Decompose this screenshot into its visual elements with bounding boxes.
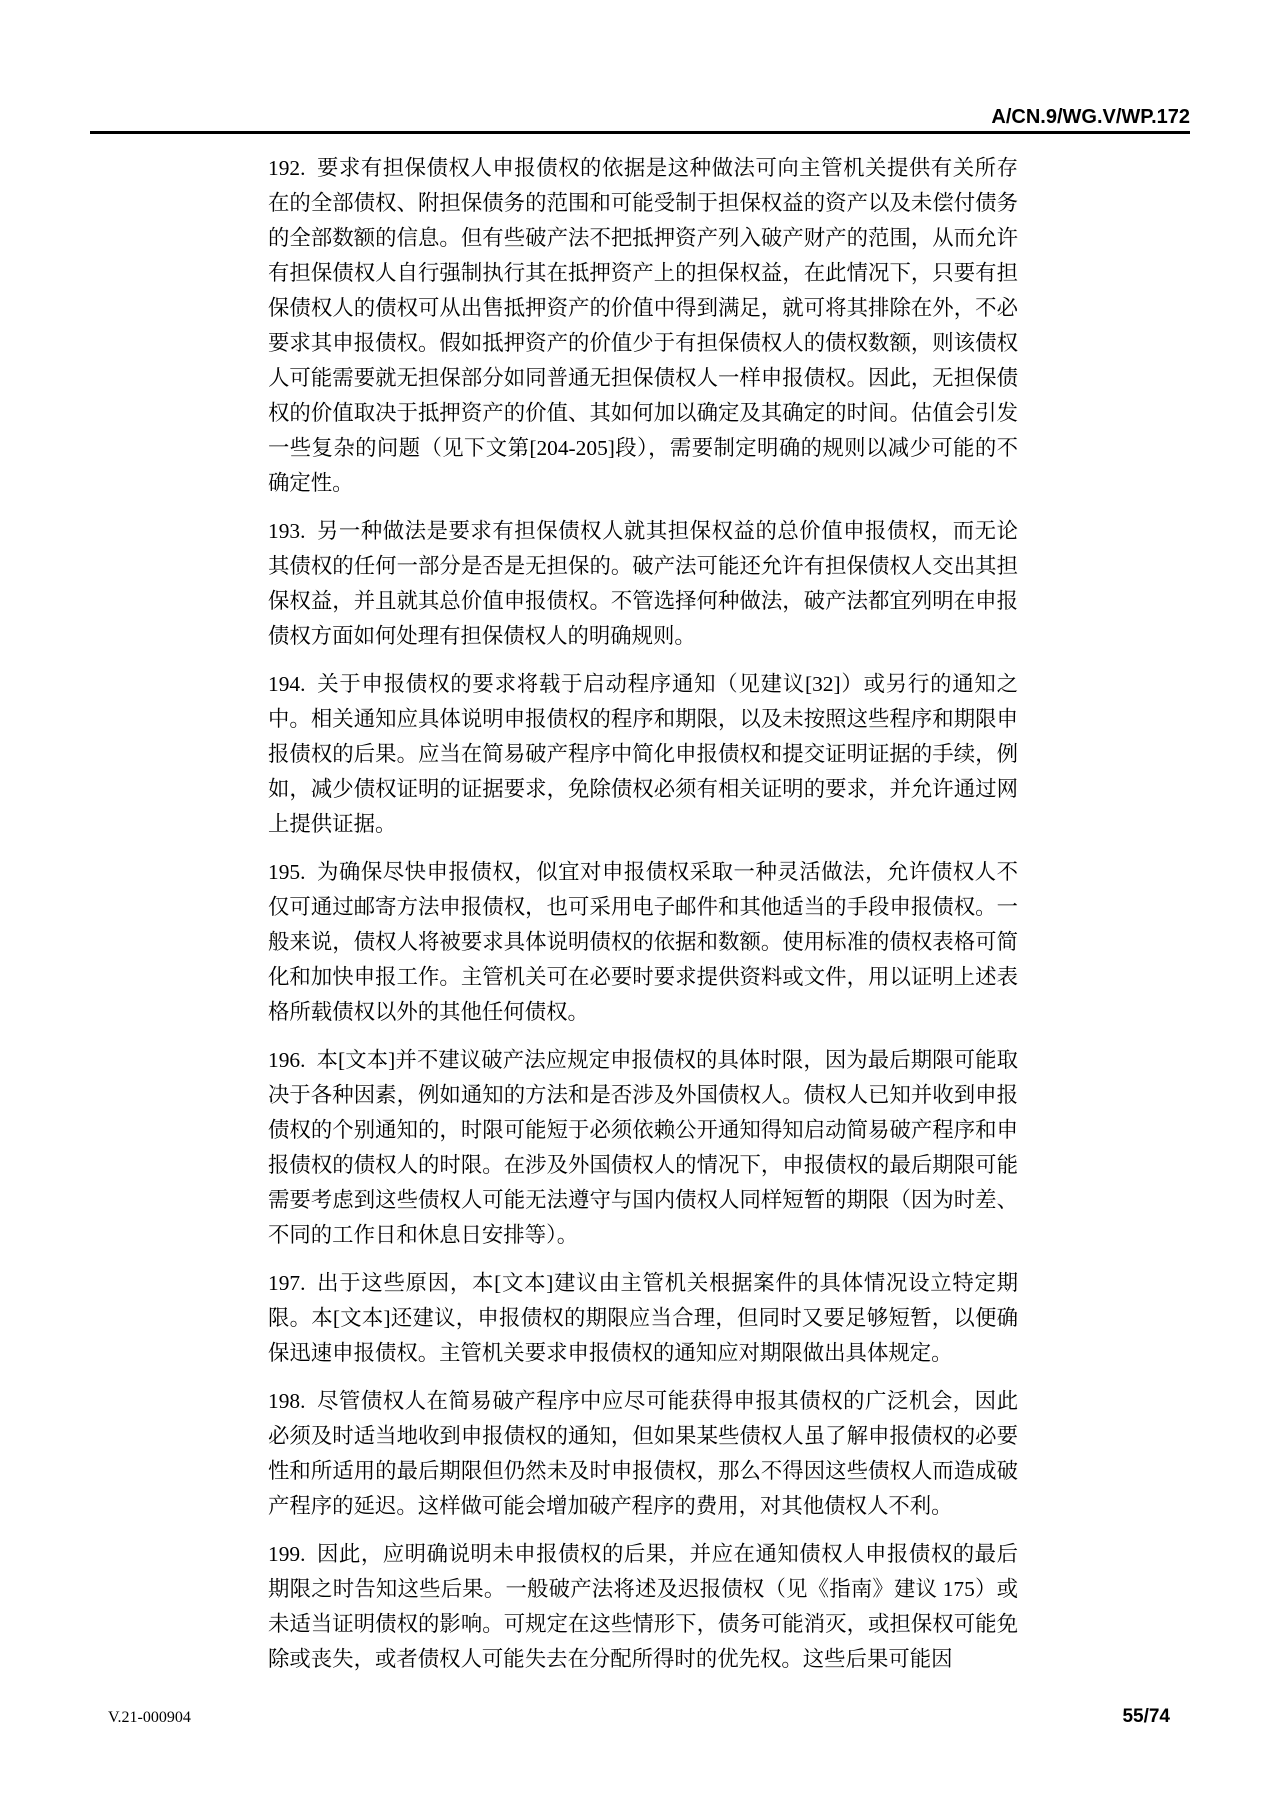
paragraph-text: 关于申报债权的要求将载于启动程序通知（见建议[32]）或另行的通知之中。相关通知应具体说明申报债权的程序和期限，以及未按照这些程序和期限申报债权的后果。应当在简易破产程序中简化申报债权和提交证明证据的手续，例如，减少债权证明的证据要求，免除债权必须有相关证明的要求，并允许通过网上提供证据。 <box>268 672 1018 836</box>
paragraph-number: 199. <box>268 1542 306 1566</box>
paragraph-number: 198. <box>268 1389 306 1413</box>
paragraph-number: 193. <box>268 519 306 543</box>
paragraph-text: 为确保尽快申报债权，似宜对申报债权采取一种灵活做法，允许债权人不仅可通过邮寄方法申报债权，也可采用电子邮件和其他适当的手段申报债权。一般来说，债权人将被要求具体说明债权的依据和数额。使用标准的债权表格可简化和加快申报工作。主管机关可在必要时要求提供资料或文件，用以证明上述表格所载债权以外的其他任何债权。 <box>268 860 1018 1024</box>
paragraph-text: 本[文本]并不建议破产法应规定申报债权的具体时限，因为最后期限可能取决于各种因素，例如通知的方法和是否涉及外国债权人。债权人已知并收到申报债权的个别通知的，时限可能短于必须依赖公开通知得知启动简易破产程序和申报债权的债权人的时限。在涉及外国债权人的情况下，申报债权的最后期限可能需要考虑到这些债权人可能无法遵守与国内债权人同样短暂的期限（因为时差、不同的工作日和休息日安排等）。 <box>268 1048 1018 1247</box>
paragraph-198 <box>268 1384 1018 1524</box>
paragraph-text: 要求有担保债权人申报债权的依据是这种做法可向主管机关提供有关所存在的全部债权、附担保债务的范围和可能受制于担保权益的资产以及未偿付债务的全部数额的信息。但有些破产法不把抵押资产列入破产财产的范围，从而允许有担保债权人自行强制执行其在抵押资产上的担保权益，在此情况下，只要有担保债权人的债权可从出售抵押资产的价值中得到满足，就可将其排除在外，不必要求其申报债权。假如抵押资产的价值少于有担保债权人的债权数额，则该债权人可能需要就无担保部分如同普通无担保债权人一样申报债权。因此，无担保债权的价值取决于抵押资产的价值、其如何加以确定及其确定的时间。估值会引发一些复杂的问题（见下文第[204-205]段），需要制定明确的规则以减少可能的不确定性。 <box>268 156 1018 495</box>
paragraph-text: 因此，应明确说明未申报债权的后果，并应在通知债权人申报债权的最后期限之时告知这些后果。一般破产法将述及迟报债权（见《指南》建议 175）或未适当证明债权的影响。可规定在这些情形下，债务可能消灭，或担保权可能免除或丧失，或者债权人可能失去在分配所得时的优先权。这些后果可能因 <box>268 1542 1018 1671</box>
paragraph-196 <box>268 1043 1018 1253</box>
header-rule <box>90 131 1190 134</box>
document-body <box>268 151 1018 1690</box>
paragraph-text: 出于这些原因，本[文本]建议由主管机关根据案件的具体情况设立特定期限。本[文本]还建议，申报债权的期限应当合理，但同时又要足够短暂，以便确保迅速申报债权。主管机关要求申报债权的通知应对期限做出具体规定。 <box>268 1271 1018 1365</box>
footer-doc-id: V.21-000904 <box>108 1709 191 1726</box>
paragraph-number: 192. <box>268 156 306 180</box>
footer-page-number: 55/74 <box>1122 1706 1170 1727</box>
paragraph-199 <box>268 1537 1018 1677</box>
paragraph-text: 尽管债权人在简易破产程序中应尽可能获得申报其债权的广泛机会，因此必须及时适当地收到申报债权的通知，但如果某些债权人虽了解申报债权的必要性和所适用的最后期限但仍然未及时申报债权，那么不得因这些债权人而造成破产程序的延迟。这样做可能会增加破产程序的费用，对其他债权人不利。 <box>268 1389 1018 1518</box>
paragraph-197 <box>268 1266 1018 1371</box>
paragraph-number: 197. <box>268 1271 306 1295</box>
paragraph-text: 另一种做法是要求有担保债权人就其担保权益的总价值申报债权，而无论其债权的任何一部分是否是无担保的。破产法可能还允许有担保债权人交出其担保权益，并且就其总价值申报债权。不管选择何种做法，破产法都宜列明在申报债权方面如何处理有担保债权人的明确规则。 <box>268 519 1018 648</box>
paragraph-number: 196. <box>268 1048 306 1072</box>
paragraph-number: 195. <box>268 860 306 884</box>
paragraph-195 <box>268 855 1018 1030</box>
paragraph-192 <box>268 151 1018 501</box>
doc-symbol: A/CN.9/WG.V/WP.172 <box>991 106 1190 128</box>
paragraph-194 <box>268 667 1018 842</box>
paragraph-number: 194. <box>268 672 306 696</box>
paragraph-193 <box>268 514 1018 654</box>
